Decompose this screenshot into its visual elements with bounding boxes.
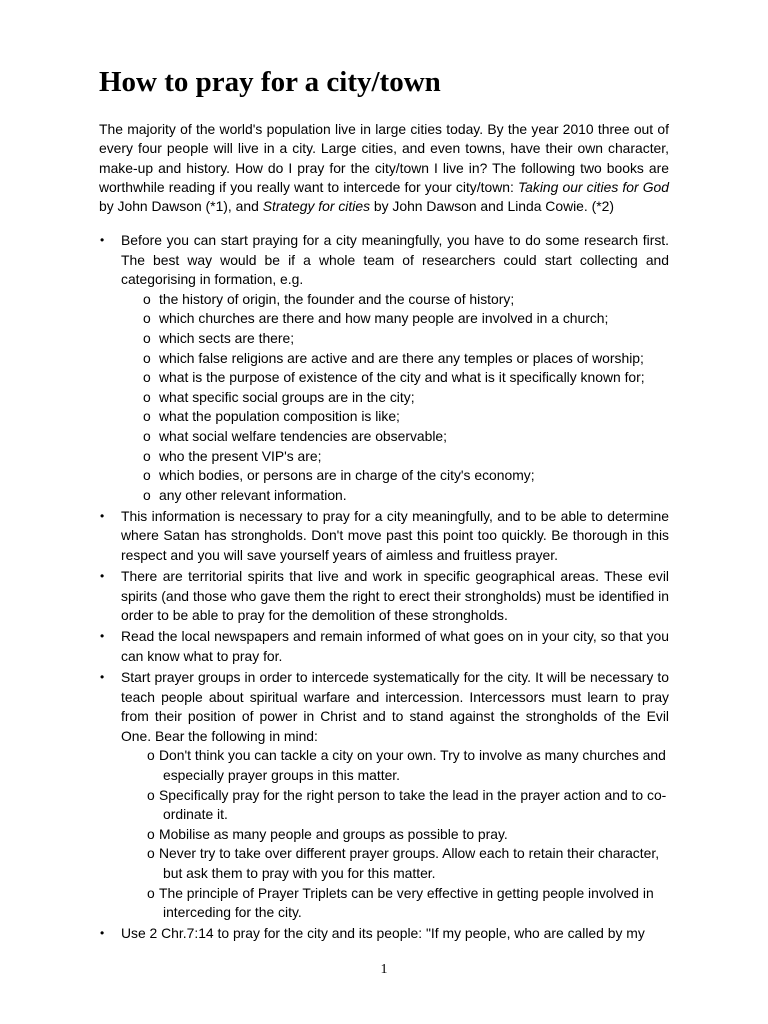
sub-list-text: which sects are there; — [159, 329, 295, 346]
circle-bullet-icon: o — [143, 290, 151, 307]
sub-list-item — [143, 486, 669, 506]
sub-list-item — [143, 844, 669, 883]
bullet-text: Before you can start praying for a city meaningfully, you have to do some research first. The best way would be if a whole team of researchers could start collecting and categorising in formation, e.g. — [121, 232, 669, 288]
intro-paragraph — [99, 120, 669, 216]
bullet-item — [99, 924, 669, 944]
circle-bullet-icon: o — [147, 884, 155, 901]
sub-list-item — [143, 309, 669, 329]
sub-list-text: the history of origin, the founder and the course of history; — [159, 290, 515, 307]
sub-list-item — [143, 786, 669, 825]
bullet-icon: • — [100, 508, 105, 523]
sub-list-text: what is the purpose of existence of the city and what is it specifically known for; — [159, 369, 645, 386]
bullet-icon: • — [100, 926, 105, 941]
bullet-icon: • — [100, 569, 105, 584]
circle-bullet-icon: o — [143, 329, 151, 346]
sub-list-text: Specifically pray for the right person to take the lead in the prayer action and to co-ordinate it. — [159, 786, 667, 823]
circle-bullet-icon: o — [143, 310, 151, 327]
bullet-item — [99, 567, 669, 626]
sub-list-text: who the present VIP's are; — [159, 447, 322, 464]
circle-bullet-icon: o — [143, 427, 151, 444]
sub-list — [121, 746, 669, 922]
sub-list-text: which bodies, or persons are in charge of the city's economy; — [159, 467, 535, 484]
sub-list-text: any other relevant information. — [159, 486, 347, 503]
sub-list-text: which churches are there and how many people are involved in a church; — [159, 310, 609, 327]
sub-list-item — [143, 368, 669, 388]
bullet-item — [99, 507, 669, 566]
bullet-text: Use 2 Chr.7:14 to pray for the city and its people: "If my people, who are called by my — [121, 925, 645, 942]
sub-list-item — [143, 884, 669, 923]
sub-list-text: Don't think you can tackle a city on your own. Try to involve as many churches and especially prayer groups in this matter. — [159, 747, 666, 784]
sub-list-item — [143, 825, 669, 845]
sub-list-item — [143, 290, 669, 310]
bullet-item — [99, 231, 669, 505]
bullet-text: Start prayer groups in order to intercede systematically for the city. It will be necessary to teach people about spiritual warfare and intercession. Intercessors must learn to pray from their position of power in Christ and to stand against the strongholds of the Evil One. Bear the following in mind: — [121, 669, 669, 744]
sub-list-text: Never try to take over different prayer groups. Allow each to retain their character, but ask them to pray with you for this matter. — [159, 845, 660, 881]
sub-list-text: Mobilise as many people and groups as possible to pray. — [159, 825, 508, 842]
circle-bullet-icon: o — [143, 408, 151, 425]
sub-list-text: what specific social groups are in the city; — [159, 388, 415, 405]
sub-list-item — [143, 447, 669, 467]
bullet-icon: • — [100, 233, 105, 247]
book-title-1: Taking our cities for God — [517, 178, 669, 195]
sub-list-item — [143, 349, 669, 369]
sub-list — [121, 290, 669, 506]
sub-list-text: which false religions are active and are there any temples or places of worship; — [159, 349, 644, 366]
intro-text-2: by John Dawson (*1), and — [99, 198, 263, 215]
bullet-icon: • — [100, 629, 105, 644]
page-title: How to pray for a city/town — [99, 66, 441, 98]
circle-bullet-icon: o — [147, 786, 155, 803]
circle-bullet-icon: o — [147, 747, 155, 764]
circle-bullet-icon: o — [147, 845, 155, 862]
sub-list-text: what social welfare tendencies are observable; — [159, 427, 448, 444]
circle-bullet-icon: o — [143, 447, 151, 464]
sub-list-item — [143, 746, 669, 785]
sub-list-text: The principle of Prayer Triplets can be very effective in getting people involved in interceding for the city. — [159, 884, 654, 921]
bullet-item — [99, 627, 669, 666]
sub-list-item — [143, 466, 669, 486]
sub-list-item — [143, 329, 669, 349]
intro-text-1: The majority of the world's population live in large cities today. By the year 2010 three out of every four people will live in a city. Large cities, and even towns, have their own character, make-up and history. How do I pray for the city/town I live in? The following two books are worthwhile reading if you really want to intercede for your city/town: — [99, 121, 669, 195]
circle-bullet-icon: o — [143, 467, 151, 484]
sub-list-item — [143, 427, 669, 447]
sub-list-text: what the population composition is like; — [159, 408, 400, 425]
bullet-item — [99, 668, 669, 923]
page-number: 1 — [380, 962, 388, 977]
circle-bullet-icon: o — [143, 486, 151, 503]
circle-bullet-icon: o — [143, 388, 151, 405]
circle-bullet-icon: o — [147, 825, 155, 842]
sub-list-item — [143, 388, 669, 408]
circle-bullet-icon: o — [143, 369, 151, 386]
bullet-text: Read the local newspapers and remain informed of what goes on in your city, so that you can know what to pray for. — [121, 628, 669, 664]
bullet-text: This information is necessary to pray for a city meaningfully, and to be able to determine where Satan has strongholds. Don't move past this point too quickly. Be thorough in this respect and you will save yourself years of aimless and fruitless prayer. — [121, 507, 669, 563]
bullet-text: There are territorial spirits that live and work in specific geographical areas. These evil spirits (and those who gave them the right to erect their strongholds) must be identified in order to be able to pray for the demolition of these strongholds. — [121, 568, 669, 624]
bullet-list — [99, 231, 669, 945]
book-title-2: Strategy for cities — [262, 198, 371, 215]
sub-list-item — [143, 407, 669, 427]
bullet-icon: • — [100, 670, 105, 685]
circle-bullet-icon: o — [143, 349, 151, 366]
intro-text-3: by John Dawson and Linda Cowie. (*2) — [370, 198, 615, 215]
